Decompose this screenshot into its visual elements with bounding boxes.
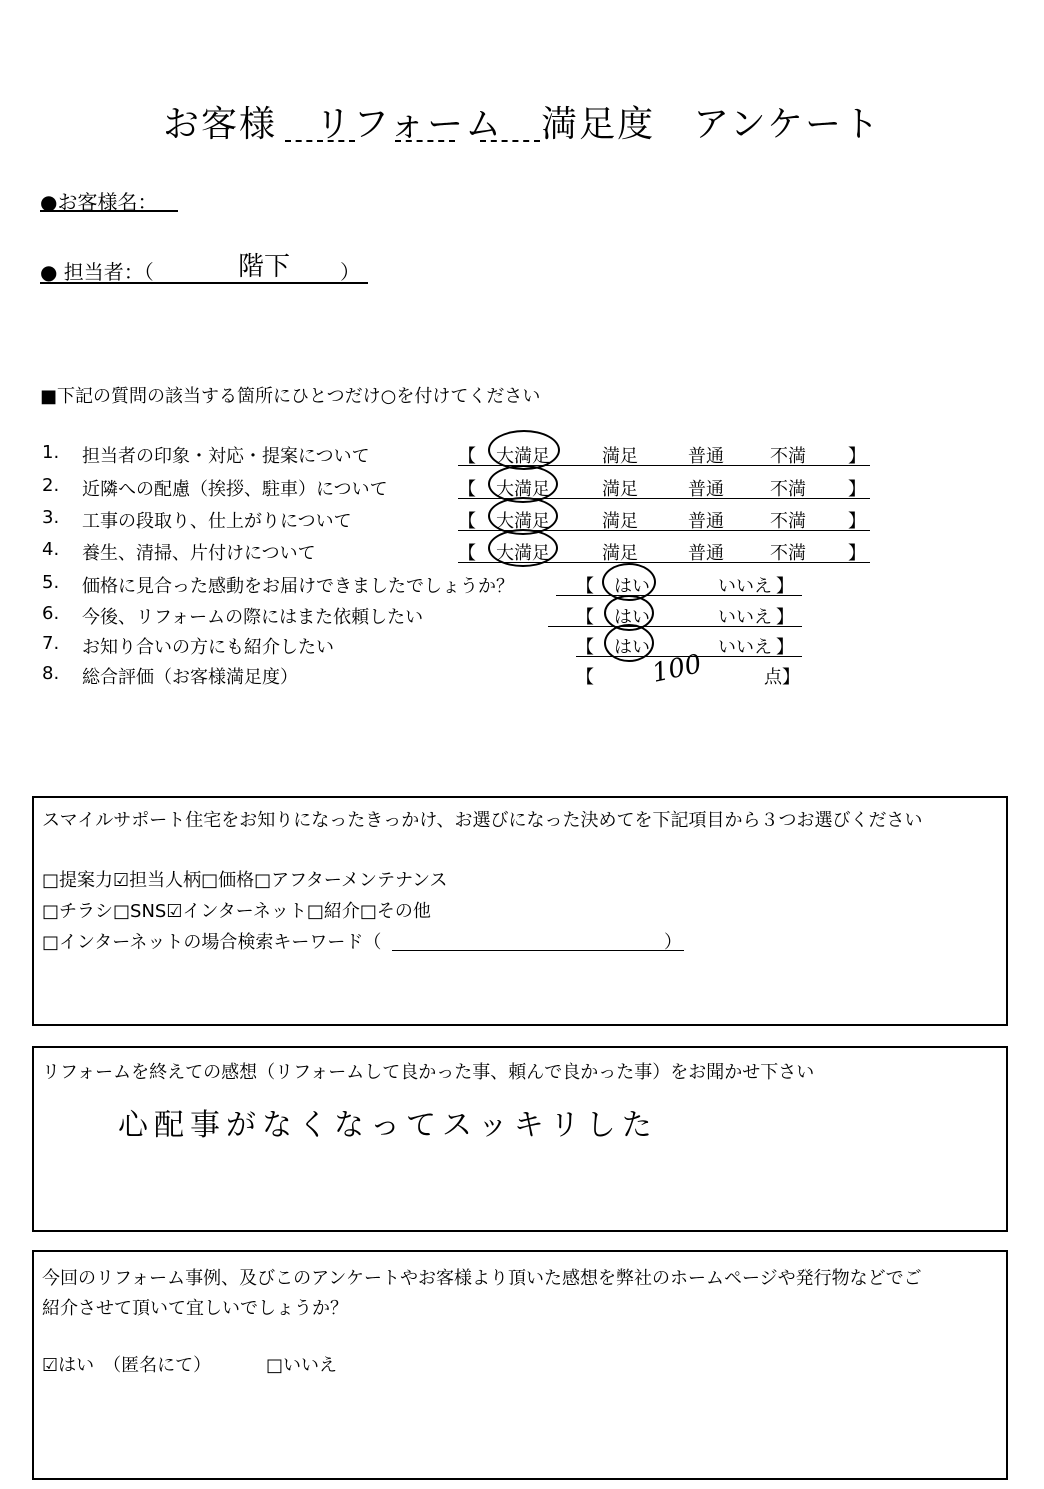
page-title: お客様 リフォーム 満足度 アンケート	[162, 104, 882, 145]
score-handwritten-value: 100	[649, 649, 705, 689]
impression-heading: リフォームを終えての感想（リフォームして良かった事、頼んで良かった事）をお聞かせ下さい	[42, 1062, 815, 1083]
consent-question-line-1: 今回のリフォーム事例、及びこのアンケートやお客様より頂いた感想を弊社のホームページや発行物などでご	[42, 1268, 922, 1289]
bracket-close: 】	[848, 446, 866, 467]
consent-no-option: □いいえ	[266, 1355, 338, 1376]
option-iie: いいえ	[718, 637, 772, 658]
bracket-close: 】	[776, 576, 794, 597]
option-iie: いいえ	[718, 607, 772, 628]
question-text: 養生、清掃、片付けについて	[82, 543, 316, 564]
question-number: 3.	[42, 507, 60, 528]
bracket-close: 】	[848, 479, 866, 500]
option-dai-manzoku: 大満足	[496, 543, 550, 564]
bracket-open: 【	[458, 479, 476, 500]
question-number: 6.	[42, 603, 60, 624]
title-underline	[395, 140, 455, 142]
question-number: 2.	[42, 475, 60, 496]
question-number: 4.	[42, 539, 60, 560]
bracket-close: 】	[848, 511, 866, 532]
keyword-underline	[392, 950, 684, 951]
impression-handwritten-answer: 心配事がなくなってスッキリした	[118, 1108, 658, 1143]
option-manzoku: 満足	[602, 543, 638, 564]
option-hai: はい	[614, 576, 650, 597]
customer-name-label: ●お客様名：	[40, 190, 158, 214]
option-iie: いいえ	[718, 576, 772, 597]
option-manzoku: 満足	[602, 479, 638, 500]
option-futsu: 普通	[688, 543, 724, 564]
staff-close-paren: ）	[340, 260, 360, 284]
option-hai: はい	[614, 607, 650, 628]
staff-label: ● 担当者：（	[40, 260, 154, 284]
question-text: 近隣への配慮（挨拶、駐車）について	[82, 479, 388, 500]
question-text: 今後、リフォームの際にはまた依頼したい	[82, 607, 424, 628]
answer-circle	[488, 529, 558, 567]
question-text: 価格に見合った感動をお届けできましたでしょうか？	[82, 576, 514, 597]
question-text: 総合評価（お客様満足度）	[82, 667, 298, 688]
source-options-row-2: □チラシ□SNS☑インターネット□紹介□その他	[42, 901, 431, 922]
source-question-heading: スマイルサポート住宅をお知りになったきっかけ、お選びになった決めてを下記項目から３つお選びください	[42, 810, 923, 831]
row-underline	[556, 595, 802, 596]
option-fuman: 不満	[770, 543, 806, 564]
option-dai-manzoku: 大満足	[496, 479, 550, 500]
question-number: 8.	[42, 663, 60, 684]
consent-question-line-2: 紹介させて頂いて宜しいでしょうか？	[42, 1298, 348, 1319]
customer-name-underline	[40, 210, 178, 212]
staff-underline	[40, 282, 368, 284]
source-options-row-1: □提案力☑担当人柄□価格□アフターメンテナンス	[42, 870, 448, 891]
source-keyword-close: ）	[664, 932, 682, 953]
question-number: 7.	[42, 633, 60, 654]
bracket-open: 【	[458, 543, 476, 564]
title-underline	[285, 140, 355, 142]
option-futsu: 普通	[688, 511, 724, 532]
question-number: 1.	[42, 442, 60, 463]
staff-handwritten-value: 階下	[238, 252, 291, 282]
answer-circle	[604, 624, 654, 662]
option-dai-manzoku: 大満足	[496, 446, 550, 467]
question-text: お知り合いの方にも紹介したい	[82, 637, 334, 658]
question-text: 担当者の印象・対応・提案について	[82, 446, 370, 467]
option-manzoku: 満足	[602, 446, 638, 467]
option-fuman: 不満	[770, 446, 806, 467]
bracket-open: 【	[576, 607, 594, 628]
bracket-open: 【	[576, 667, 594, 688]
answer-circle	[488, 430, 560, 470]
bracket-close: 】	[776, 637, 794, 658]
bracket-open: 【	[458, 446, 476, 467]
title-underline	[480, 140, 540, 142]
option-manzoku: 満足	[602, 511, 638, 532]
option-hai: はい	[614, 637, 650, 658]
consent-yes-option: ☑はい （匿名にて）	[42, 1355, 212, 1376]
question-text: 工事の段取り、仕上がりについて	[82, 511, 352, 532]
bracket-open: 【	[458, 511, 476, 532]
survey-instruction: ■下記の質問の該当する箇所にひとつだけ○を付けてください	[40, 386, 541, 407]
bracket-open: 【	[576, 576, 594, 597]
bracket-close: 】	[776, 607, 794, 628]
question-number: 5.	[42, 572, 60, 593]
option-futsu: 普通	[688, 446, 724, 467]
score-unit: 点】	[764, 667, 800, 688]
bracket-close: 】	[848, 543, 866, 564]
row-underline	[548, 626, 802, 627]
option-fuman: 不満	[770, 511, 806, 532]
option-fuman: 不満	[770, 479, 806, 500]
source-keyword-label: □インターネットの場合検索キーワード（	[42, 932, 382, 953]
bracket-open: 【	[576, 637, 594, 658]
option-dai-manzoku: 大満足	[496, 511, 550, 532]
option-futsu: 普通	[688, 479, 724, 500]
